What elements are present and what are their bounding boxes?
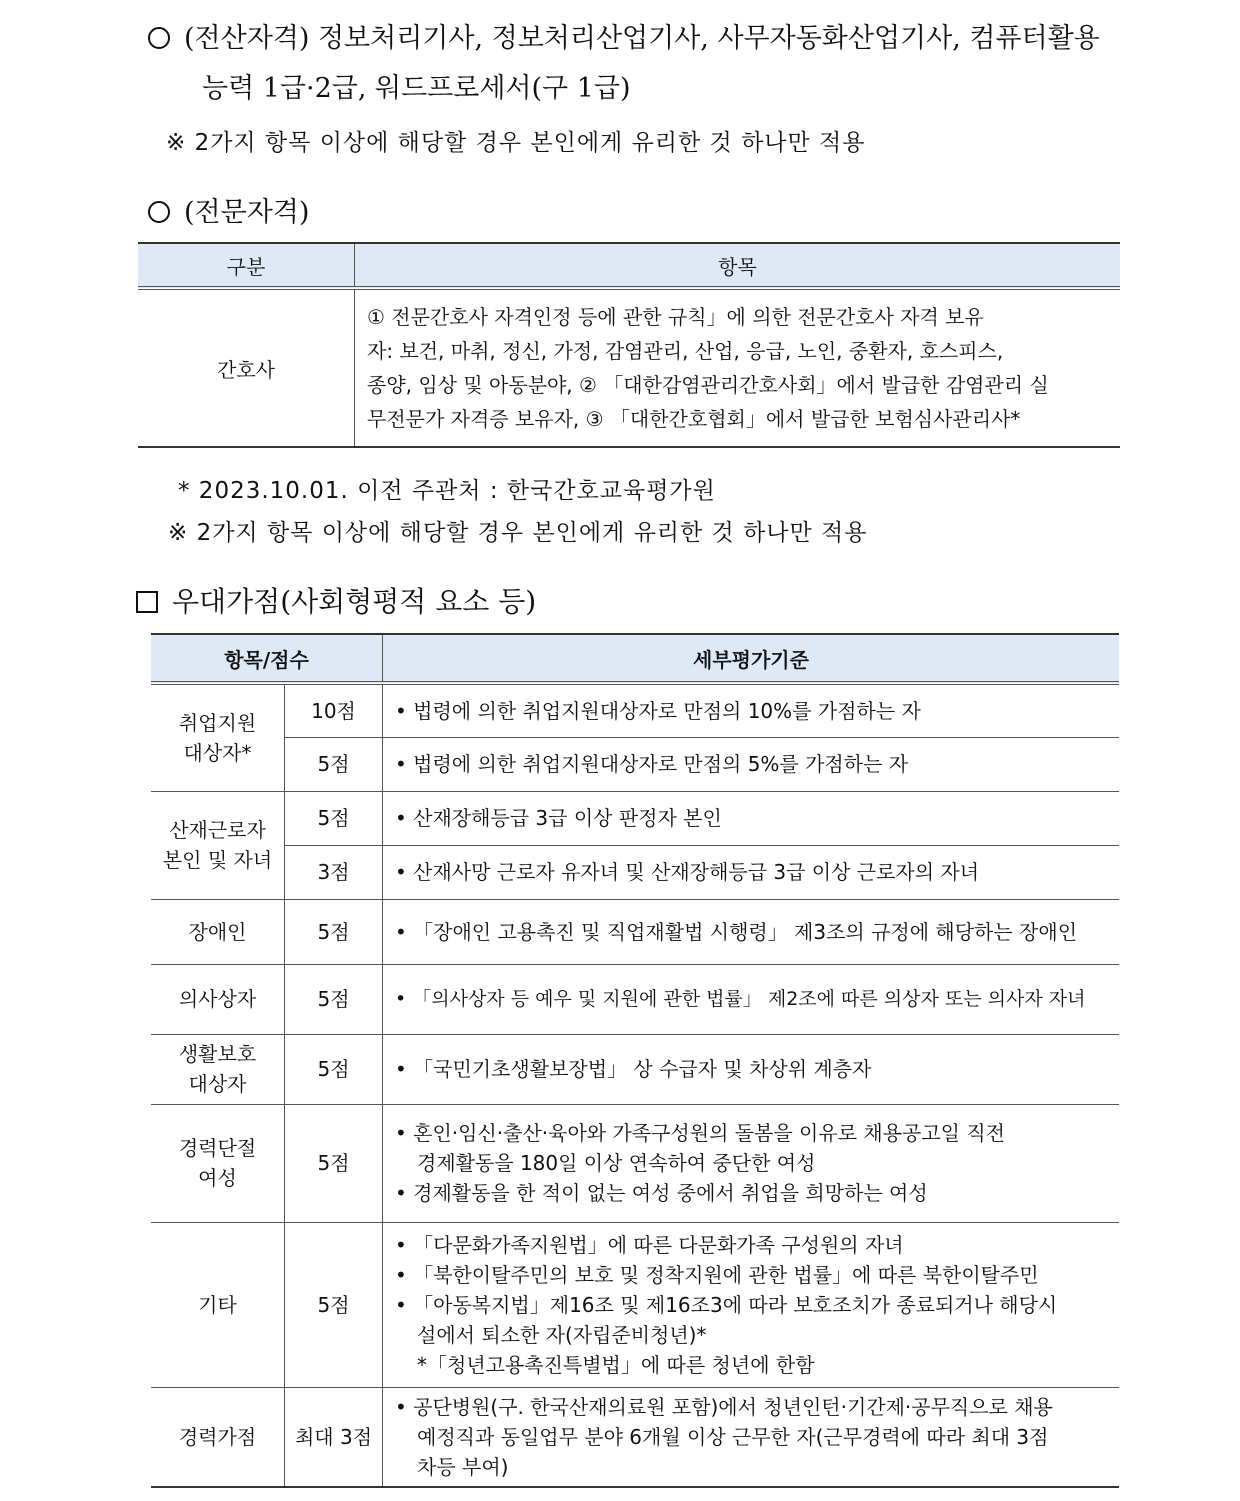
row-label-career-break: 경력단절 여성 [151, 1104, 285, 1222]
square-bullet-icon [136, 591, 158, 613]
row-label-employment: 취업지원 대상자* [151, 683, 285, 791]
criteria-cell: • 법령에 의한 취업지원대상자로 만점의 5%를 가점하는 자 [383, 737, 1120, 791]
criteria-cell: • 법령에 의한 취업지원대상자로 만점의 10%를 가점하는 자 [383, 683, 1120, 737]
table-row [151, 683, 1119, 737]
row-label-welfare: 생활보호 대상자 [151, 1034, 285, 1104]
table-row [151, 1104, 1119, 1222]
score-cell: 5점 [285, 1104, 383, 1222]
nurse-criteria: ① 전문간호사 자격인정 등에 관한 규칙」에 의한 전문간호사 자격 보유 자: 보건, 마취, 정신, 가정, 감염관리, 산업, 응급, 노인, 중환자, 호스피스, 종양, 임상 및 아동분야, ② 「대한감염관리간호사회」에서 발급한 감염관리 실 무전문가 자격증 보유자, ③ 「대한간호협회」에서 발급한 보험심사관리사* [355, 288, 1121, 447]
score-cell: 5점 [285, 791, 383, 845]
criteria-cell: • 「장애인 고용촉진 및 직업재활법 시행령」 제3조의 규정에 해당하는 장애인 [383, 899, 1120, 964]
row-label-etc: 기타 [151, 1222, 285, 1387]
table-row [151, 845, 1119, 899]
computer-qual-line1: (전산자격) 정보처리기사, 정보처리산업기사, 사무자동화산업기사, 컴퓨터활용 [148, 16, 1100, 55]
professional-qual-note: ※ 2가지 항목 이상에 해당할 경우 본인에게 유리한 것 하나만 적용 [168, 520, 868, 546]
score-cell: 5점 [285, 964, 383, 1034]
bonus-heading: 우대가점(사회형평적 요소 등) [136, 580, 536, 620]
score-cell: 5점 [285, 1222, 383, 1387]
circle-bullet-icon [148, 201, 170, 223]
criteria-cell: • 「다문화가족지원법」에 따른 다문화가족 구성원의 자녀 • 「북한이탈주민의 보호 및 정착지원에 관한 법률」에 따른 북한이탈주민 • 「아동복지법」제16조 및 제16조3에 따라 보호조치가 종료되거나 해당시 설에서 퇴소한 자(자립준비청년)* *「청년고용촉진특별법」에 따른 청년에 한함 [383, 1222, 1120, 1387]
table-header-category: 구분 [138, 243, 355, 288]
criteria-cell: • 혼인·임신·출산·육아와 가족구성원의 돌봄을 이유로 채용공고일 직전 경제활동을 180일 이상 연속하여 중단한 여성 • 경제활동을 한 적이 없는 여성 중에서 취업을 희망하는 여성 [383, 1104, 1120, 1222]
score-cell: 3점 [285, 845, 383, 899]
bonus-table [151, 633, 1119, 1488]
circle-bullet-icon [148, 27, 170, 49]
table-row [151, 737, 1119, 791]
row-label-industrial: 산재근로자 본인 및 자녀 [151, 791, 285, 899]
professional-qual-heading: (전문자격) [148, 190, 309, 229]
table-row [151, 1222, 1119, 1387]
table-row [151, 899, 1119, 964]
score-cell: 최대 3점 [285, 1387, 383, 1487]
professional-qual-table [138, 242, 1120, 448]
criteria-cell: • 「국민기초생활보장법」 상 수급자 및 차상위 계층자 [383, 1034, 1120, 1104]
criteria-cell: • 산재장해등급 3급 이상 판정자 본인 [383, 791, 1120, 845]
table-header-criteria: 세부평가기준 [383, 634, 1120, 683]
table-row [151, 791, 1119, 845]
criteria-cell: • 「의사상자 등 예우 및 지원에 관한 법률」 제2조에 따른 의상자 또는 의사자 자녀 [383, 964, 1120, 1034]
computer-qual-note: ※ 2가지 항목 이상에 해당할 경우 본인에게 유리한 것 하나만 적용 [166, 130, 866, 156]
table-row [138, 288, 1120, 447]
score-cell: 5점 [285, 1034, 383, 1104]
table-header-items: 항목 [355, 243, 1121, 288]
table-row [151, 1034, 1119, 1104]
table-header-item-score: 항목/점수 [151, 634, 383, 683]
criteria-cell: • 산재사망 근로자 유자녀 및 산재장해등급 3급 이상 근로자의 자녀 [383, 845, 1120, 899]
row-label-disabled: 장애인 [151, 899, 285, 964]
score-cell: 5점 [285, 899, 383, 964]
row-label-career: 경력가점 [151, 1387, 285, 1487]
score-cell: 5점 [285, 737, 383, 791]
score-cell: 10점 [285, 683, 383, 737]
criteria-cell: • 공단병원(구. 한국산재의료원 포함)에서 청년인턴·기간제·공무직으로 채용 예정직과 동일업무 분야 6개월 이상 근무한 자(근무경력에 따라 최대 3점 차등 부여) [383, 1387, 1120, 1487]
row-label-patriot: 의사상자 [151, 964, 285, 1034]
computer-qual-line2: 능력 1급·2급, 워드프로세서(구 1급) [202, 73, 631, 104]
table-row [151, 964, 1119, 1034]
table-row [151, 1387, 1119, 1487]
row-label-nurse: 간호사 [138, 288, 355, 447]
professional-qual-footnote: * 2023.10.01. 이전 주관처 : 한국간호교육평가원 [178, 478, 716, 504]
